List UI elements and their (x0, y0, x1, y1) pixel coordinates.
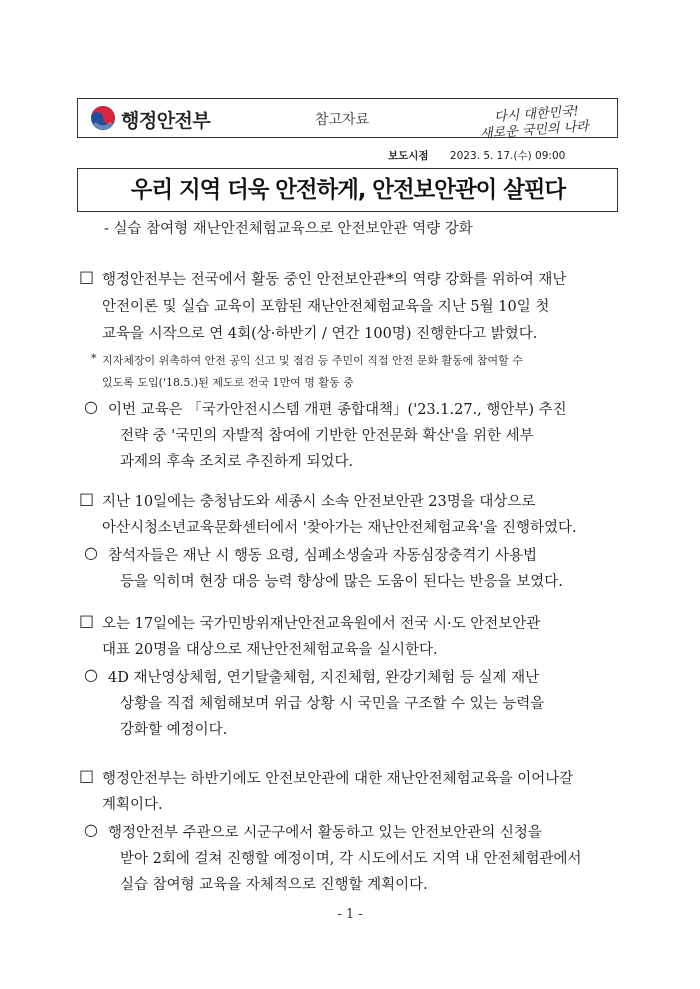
release-info (388, 148, 565, 163)
section-1-note-line-2: 있도록 도입('18.5.)된 제도로 전국 1만여 명 활동 중 (102, 376, 354, 389)
circle-bullet: ○ (84, 397, 98, 416)
section-4-main-line-1: 행정안전부는 하반기에도 안전보안관에 대한 재난안전체험교육을 이어나갈 (102, 771, 574, 787)
slogan-line-1: 다시 대한민국! (493, 104, 580, 125)
section-4-sub-line-3: 실습 참여형 교육을 자체적으로 진행할 계획이다. (120, 877, 428, 893)
release-label: 보도시점 (388, 150, 429, 162)
section-3-main-line-1: 오는 17일에는 국가민방위재난안전교육원에서 전국 시·도 안전보안관 (102, 616, 541, 632)
note-asterisk: * (91, 352, 97, 365)
section-1-main-line-3: 교육을 시작으로 연 4회(상·하반기 / 연간 100명) 진행한다고 밝혔다. (102, 326, 538, 342)
ministry-name: 행정안전부 (121, 110, 211, 132)
circle-bullet: ○ (84, 665, 98, 684)
section-4-sub-line-2: 받아 2회에 걸쳐 진행할 예정이며, 각 시도에서도 지역 내 안전체험관에서 (120, 851, 582, 867)
section-2-main-line-2: 아산시청소년교육문화센터에서 '찾아가는 재난안전체험교육'을 진행하였다. (102, 520, 577, 536)
square-bullet: □ (79, 766, 95, 785)
section-1-sub-line-2: 전략 중 '국민의 자발적 참여에 기반한 안전문화 확산'을 위한 세부 (120, 428, 534, 444)
slogan (478, 102, 608, 142)
circle-bullet: ○ (84, 543, 98, 562)
square-bullet: □ (79, 267, 95, 286)
square-bullet: □ (79, 611, 95, 630)
section-1-note-line-1: 지자체장이 위촉하여 안전 공익 신고 및 점검 등 주민이 직접 안전 문화 활동에 참여할 수 (102, 354, 523, 367)
section-3-sub-line-1: 4D 재난영상체험, 연기탈출체험, 지진체험, 완강기체험 등 실제 재난 (108, 670, 540, 686)
title-box (77, 168, 618, 212)
section-4-main-line-2: 계획이다. (102, 797, 163, 813)
section-2-sub-line-2: 등을 익히며 현장 대응 능력 향상에 많은 도움이 된다는 반응을 보였다. (120, 574, 563, 590)
page-title: 우리 지역 더욱 안전하게, 안전보안관이 살핀다 (130, 177, 565, 203)
taegeuk-icon (90, 105, 116, 131)
square-bullet: □ (79, 489, 95, 508)
section-1-sub-line-1: 이번 교육은 「국가안전시스템 개편 종합대책」('23.1.27., 행안부) 추진 (108, 402, 567, 418)
document-header (77, 98, 618, 142)
section-2-sub-line-1: 참석자들은 재난 시 행동 요령, 심폐소생술과 자동심장충격기 사용법 (108, 548, 538, 564)
section-3-sub-line-3: 강화할 예정이다. (120, 722, 228, 738)
ministry-logo (90, 105, 280, 133)
section-3-sub-line-2: 상황을 직접 체험해보며 위급 상황 시 국민을 구조할 수 있는 능력을 (120, 696, 545, 712)
section-1-main-line-1: 행정안전부는 전국에서 활동 중인 안전보안관*의 역량 강화를 위하여 재난 (102, 272, 567, 288)
section-2-main-line-1: 지난 10일에는 충청남도와 세종시 소속 안전보안관 23명을 대상으로 (102, 494, 536, 510)
release-datetime: 2023. 5. 17.(수) 09:00 (449, 150, 566, 162)
subtitle: - 실습 참여형 재난안전체험교육으로 안전보안관 역량 강화 (104, 221, 473, 237)
reference-label: 참고자료 (315, 112, 370, 128)
section-1-sub-line-3: 과제의 후속 조치로 추진하게 되었다. (120, 454, 354, 470)
section-3-main-line-2: 대표 20명을 대상으로 재난안전체험교육을 실시한다. (102, 642, 438, 658)
page-number: - 1 - (337, 907, 363, 922)
slogan-line-2: 새로운 국민의 나라 (479, 119, 590, 142)
circle-bullet: ○ (84, 820, 98, 839)
section-4-sub-line-1: 행정안전부 주관으로 시군구에서 활동하고 있는 안전보안관의 신청을 (108, 825, 542, 841)
section-1-main-line-2: 안전이론 및 실습 교육이 포함된 재난안전체험교육을 지난 5월 10일 첫 (102, 299, 550, 315)
